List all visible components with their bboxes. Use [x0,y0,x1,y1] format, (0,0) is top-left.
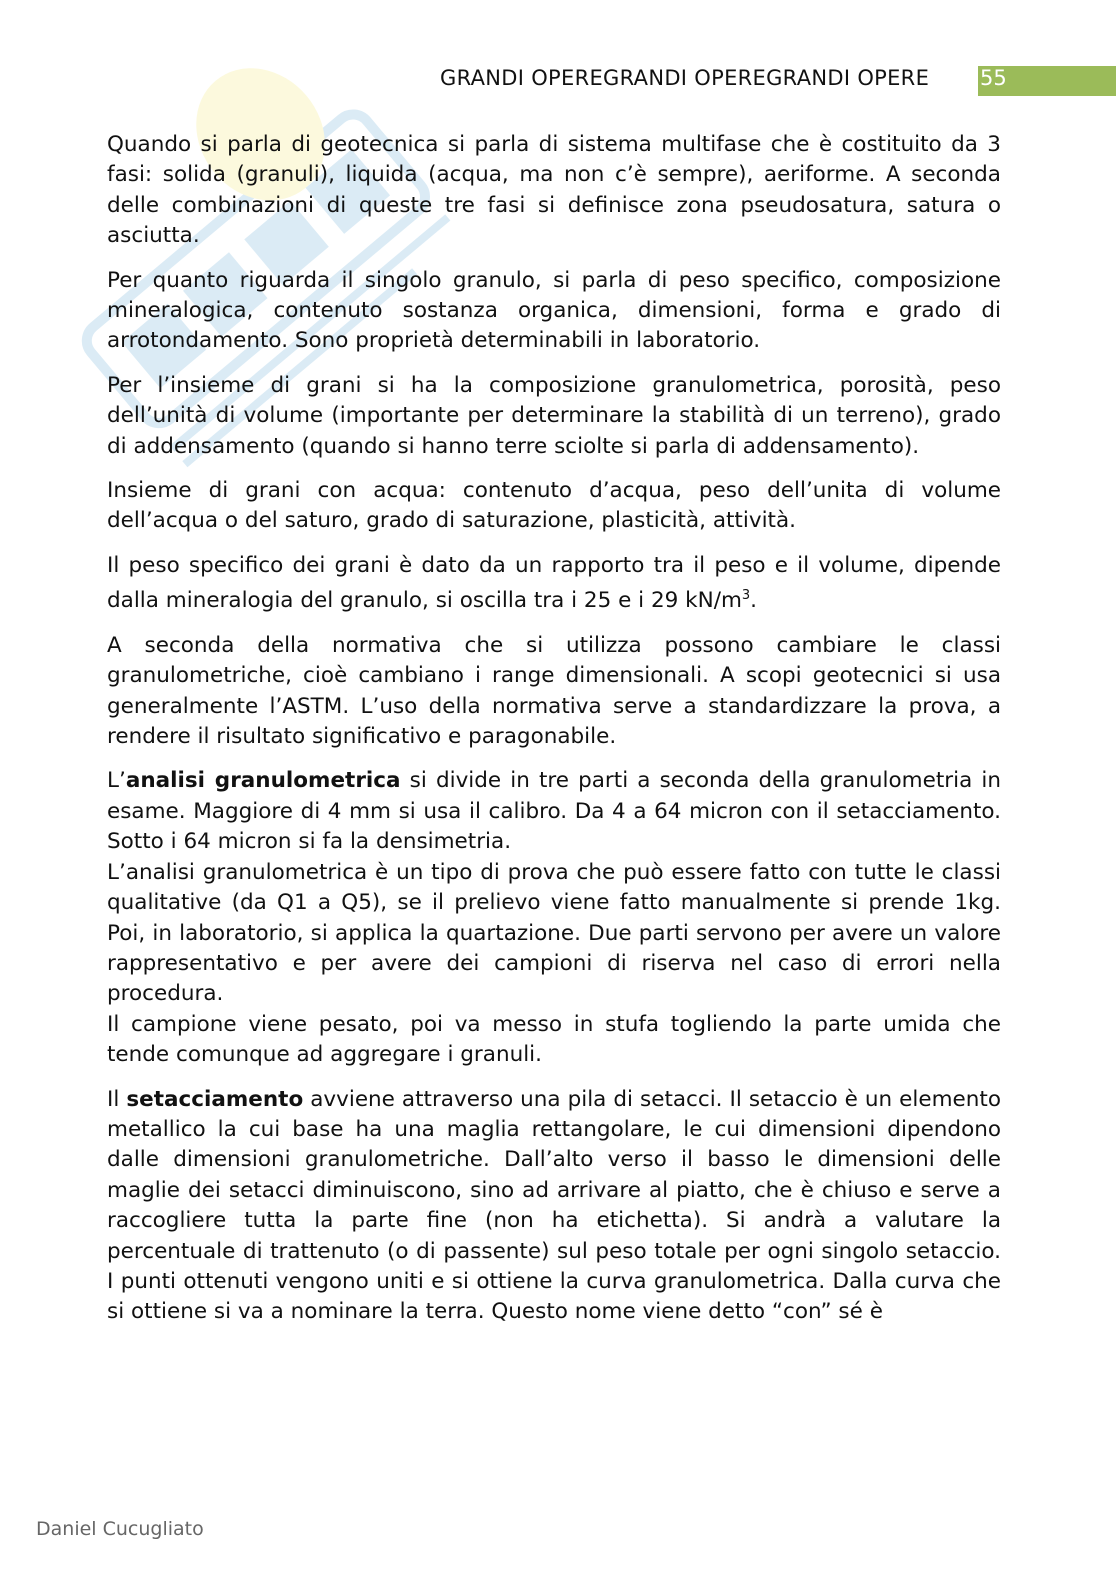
analisi-heading: analisi granulometrica [125,768,401,794]
peso-specifico-text: Il peso specifico dei grani è dato da un rapporto tra il peso e il volume, dipende dalla mineralogia del granulo, si oscilla tra i 25 e i 29 kN/m [107,552,1001,614]
paragraph-normativa: A seconda della normativa che si utilizza possono cambiare le classi granulometriche, cioè cambiano i range dimensionali. A scopi geotecnici si usa generalmente l’ASTM. L’uso della normativa serve a standardizzare la prova, a rendere il risultato significativo e paragonabile. [107,632,1001,750]
header-title: GRANDI OPEREGRANDI OPEREGRANDI OPERE [440,66,930,90]
paragraph-insieme-grani: Per l’insieme di grani si ha la composizione granulometrica, porosità, peso dell’unità di volume (importante per determinare la stabilità di un terreno), grado di addensamento (quando si hanno terre sciolte si parla di addensamento). [107,372,1001,459]
paragraph-grani-acqua: Insieme di grani con acqua: contenuto d’acqua, peso dell’unita di volume dell’acqua o del saturo, grado di saturazione, plasticità, attività. [107,478,1001,534]
setacciamento-heading: setacciamento [126,1086,304,1112]
unit-exponent: 3 [741,588,751,604]
setacciamento-prefix: Il [107,1086,127,1112]
paragraph-peso-specifico [107,551,1001,617]
peso-specifico-end: . [750,588,758,614]
paragraph-singolo-granulo: Per quanto riguarda il singolo granulo, si parla di peso specifico, composizione mineralogica, contenuto sostanza organica, dimensioni, forma e grado di arrotondamento. Sono proprietà determinabili in laboratorio. [107,267,1001,354]
paragraph-analisi-classi: L’analisi granulometrica è un tipo di prova che può essere fatto con tutte le classi qualitative (da Q1 a Q5), se il prelievo viene fatto manualmente si prende 1kg. Poi, in laboratorio, si applica la quartazione. Due parti servono per avere un valore rappresentativo e per avere dei campioni di riserva nel caso di errori nella procedura. [107,859,1001,1007]
paragraph-setacciamento [107,1085,1001,1328]
analisi-text: si divide in tre parti a seconda della granulometria in esame. Maggiore di 4 mm si usa il calibro. Da 4 a 64 micron con il setacciamento. Sotto i 64 micron si fa la densimetria. [107,768,1001,855]
paragraph-fasi: Quando si parla di geotecnica si parla di sistema multifase che è costituito da 3 fasi: solida (granuli), liquida (acqua, ma non c’è sempre), aeriforme. A seconda delle combinazioni di queste tre fasi si definisce zona pseudosatura, satura o asciutta. [107,132,1001,249]
page-number: 55 [980,66,1007,90]
analisi-prefix: L’ [107,768,126,794]
paragraph-campione: Il campione viene pesato, poi va messo in stufa togliendo la parte umida che tende comunque ad aggregare i granuli. [107,1011,1001,1068]
document-body [107,130,1001,1342]
setacciamento-text: avviene attraverso una pila di setacci. Il setaccio è un elemento metallico la cui base ha una maglia rettangolare, le cui dimensioni dipendono dalle dimensioni granulometriche. Dall’alto verso il basso le dimensioni delle maglie dei setacci diminuiscono, sino ad arrivare al piatto, che è chiuso e serve a raccogliere tutta la parte fine (non ha etichetta). Si andrà a valutare la percentuale di trattenuto (o di passente) sul peso totale per ogni singolo setaccio. I punti ottenuti vengono uniti e si ottiene la curva granulometrica. Dalla curva che si ottiene si va a nominare la terra. Questo nome viene detto “con” sé è [107,1086,1001,1325]
footer-author: Daniel Cucugliato [36,1518,204,1540]
paragraph-analisi-granulometrica [107,766,1001,857]
